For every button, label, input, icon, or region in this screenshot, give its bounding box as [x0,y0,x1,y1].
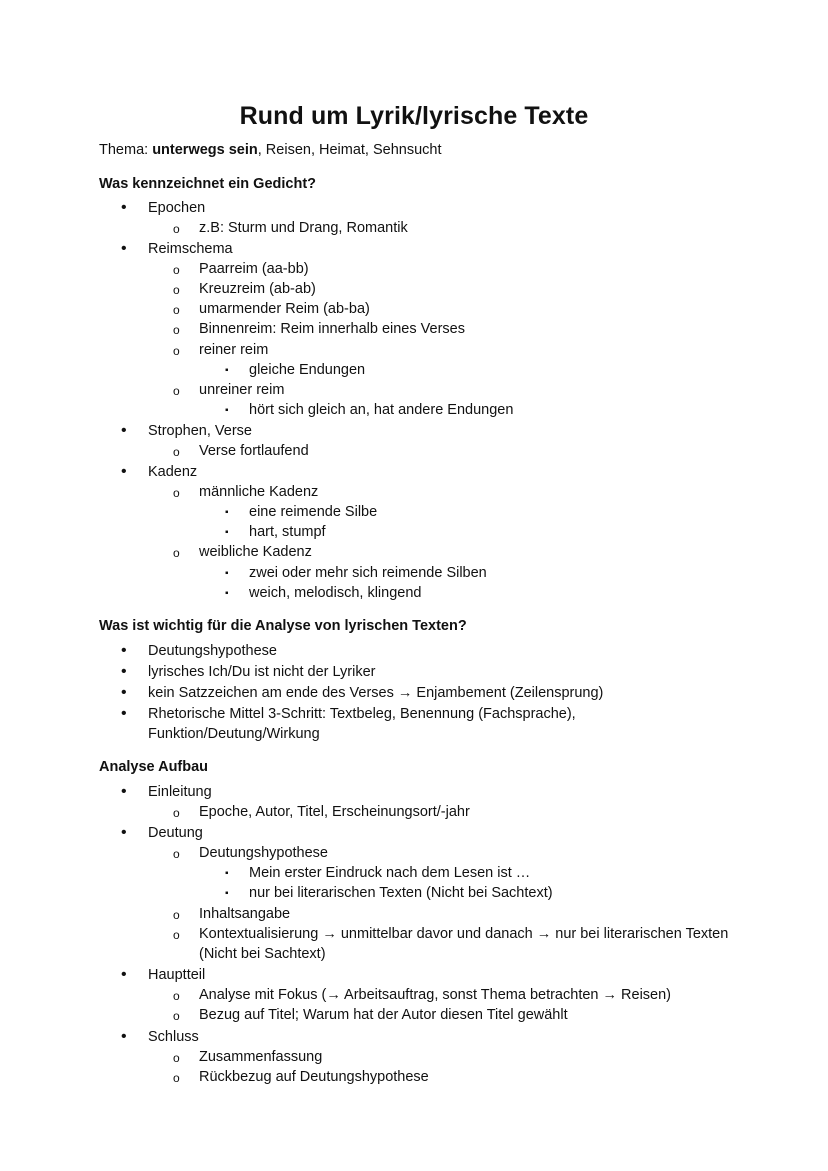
list-item: Epoche, Autor, Titel, Erscheinungsort/-jahr [199,804,470,820]
list-item: Strophen, Verse [148,423,252,439]
circle-marker: o [173,344,180,358]
circle-marker: o [173,546,180,560]
list-item: Rückbezug auf Deutungshypothese [199,1069,429,1085]
square-marker: ▪ [225,588,229,599]
list-item: Kontextualisierung → unmittelbar davor und danach → nur bei literarischen Texten [199,926,729,942]
list-item: weich, melodisch, klingend [249,585,422,601]
list-item: reiner reim [199,342,269,358]
square-marker: ▪ [225,405,229,416]
list-item: hart, stumpf [249,524,326,540]
list-item: Mein erster Eindruck nach dem Lesen ist … [249,865,531,881]
square-marker: ▪ [225,365,229,376]
list-item: umarmender Reim (ab-ba) [199,301,370,317]
bullet-marker: • [121,783,127,800]
list-item: Deutungshypothese [199,845,328,861]
circle-marker: o [173,847,180,861]
list-item: eine reimende Silbe [249,504,378,520]
bullet-marker: • [121,705,127,722]
square-marker: ▪ [225,527,229,538]
list-item: Deutungshypothese [148,643,277,659]
bullet-marker: • [121,642,127,659]
list-item: z.B: Sturm und Drang, Romantik [199,220,408,236]
circle-marker: o [173,323,180,337]
square-marker: ▪ [225,888,229,899]
bullet-marker: • [121,1028,127,1045]
bullet-marker: • [121,824,127,841]
theme-line [99,140,442,160]
bullet-marker: • [121,240,127,257]
list-item: zwei oder mehr sich reimende Silben [249,565,487,581]
list-item: Einleitung [148,784,212,800]
list-item: lyrisches Ich/Du ist nicht der Lyriker [148,664,376,680]
bullet-marker: • [121,199,127,216]
list-item-continuation: Funktion/Deutung/Wirkung [148,726,320,742]
list-item: weibliche Kadenz [199,544,312,560]
bullet-marker: • [121,966,127,983]
circle-marker: o [173,445,180,459]
square-marker: ▪ [225,568,229,579]
list-item: Bezug auf Titel; Warum hat der Autor diesen Titel gewählt [199,1007,568,1023]
list-item: Reimschema [148,241,233,257]
list-item: männliche Kadenz [199,484,319,500]
theme-rest: , Reisen, Heimat, Sehnsucht [257,142,442,158]
circle-marker: o [173,1051,180,1065]
theme-label: Thema: [99,142,153,158]
circle-marker: o [173,384,180,398]
list-item-continuation: (Nicht bei Sachtext) [199,946,326,962]
list-item: Rhetorische Mittel 3-Schritt: Textbeleg, Benennung (Fachsprache), [148,706,576,722]
list-item: Deutung [148,825,203,841]
list-item: gleiche Endungen [249,362,366,378]
circle-marker: o [173,486,180,500]
list-item: Analyse mit Fokus (→ Arbeitsauftrag, sonst Thema betrachten → Reisen) [199,987,671,1003]
circle-marker: o [173,303,180,317]
circle-marker: o [173,1071,180,1085]
list-item: Kreuzreim (ab-ab) [199,281,316,297]
list-item: Binnenreim: Reim innerhalb eines Verses [199,321,465,337]
list-item: Hauptteil [148,967,206,983]
square-marker: ▪ [225,507,229,518]
bullet-marker: • [121,463,127,480]
circle-marker: o [173,222,180,236]
circle-marker: o [173,908,180,922]
list-item: hört sich gleich an, hat andere Endungen [249,402,514,418]
bullet-marker: • [121,422,127,439]
theme-bold: unterwegs sein [152,142,258,158]
section-heading-analyse-wichtig: Was ist wichtig für die Analyse von lyrischen Texten? [99,618,467,634]
section-heading-analyse-aufbau: Analyse Aufbau [99,759,209,775]
list-item: kein Satzzeichen am ende des Verses → Enjambement (Zeilensprung) [148,685,604,701]
section-heading-gedicht: Was kennzeichnet ein Gedicht? [99,176,317,192]
circle-marker: o [173,928,180,942]
list-item: Verse fortlaufend [199,443,309,459]
circle-marker: o [173,989,180,1003]
document-title: Rund um Lyrik/lyrische Texte [239,102,589,130]
list-item: Paarreim (aa-bb) [199,261,309,277]
bullet-marker: • [121,684,127,701]
list-item: Epochen [148,200,206,216]
square-marker: ▪ [225,868,229,879]
list-item: Inhaltsangabe [199,906,291,922]
list-item: Schluss [148,1029,199,1045]
circle-marker: o [173,263,180,277]
list-item: Zusammenfassung [199,1049,323,1065]
list-item: unreiner reim [199,382,285,398]
list-item: nur bei literarischen Texten (Nicht bei Sachtext) [249,885,553,901]
circle-marker: o [173,1009,180,1023]
list-item: Kadenz [148,464,198,480]
bullet-marker: • [121,663,127,680]
circle-marker: o [173,806,180,820]
circle-marker: o [173,283,180,297]
